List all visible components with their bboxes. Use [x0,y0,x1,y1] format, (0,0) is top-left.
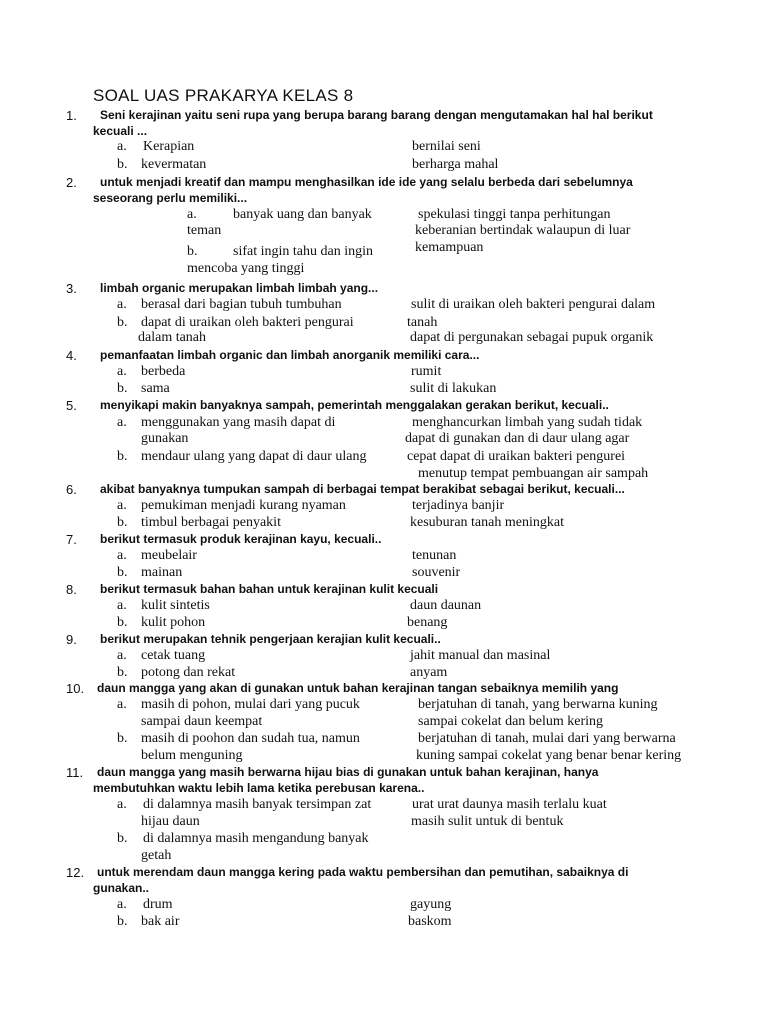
option-text: masih sulit untuk di bentuk [411,814,564,829]
option-text: benang [407,615,448,630]
option-text: dalam tanah [138,330,207,345]
option-letter: b. [117,315,128,330]
option-text: gayung [410,897,452,912]
option-text: Kerapian [143,139,195,154]
option-text: urat urat daunya masih terlalu kuat [412,797,607,812]
question-text: daun mangga yang masih berwarna hijau bias di gunakan untuk bahan kerajinan, hanya [97,765,599,779]
option-text: getah [141,848,172,863]
question-text: daun mangga yang akan di gunakan untuk bahan kerajinan tangan sebaiknya memilih yang [97,681,619,695]
question-text: membutuhkan waktu lebih lama ketika perebusan karena.. [93,781,425,795]
option-letter: a. [117,498,127,513]
option-text: hijau daun [141,814,200,829]
question-number: 3. [66,281,77,296]
option-text: jahit manual dan masinal [410,648,551,663]
option-text: teman [187,223,222,238]
option-letter: a. [117,797,127,812]
option-text: gunakan [141,431,189,446]
option-letter: b. [117,565,128,580]
option-text: berbeda [141,364,186,379]
option-letter: b. [117,157,128,172]
option-text: anyam [410,665,448,680]
question-text: berikut merupakan tehnik pengerjaan kerajian kulit kecuali.. [100,632,441,646]
option-text: keberanian bertindak walaupun di luar [415,223,631,238]
option-text: cepat dapat di uraikan bakteri pengurei [407,449,626,464]
option-text: tanah [407,315,438,330]
option-text: menghancurkan limbah yang sudah tidak [412,415,643,430]
question-number: 12. [66,865,85,880]
option-letter: b. [117,615,128,630]
option-text: masih di poohon dan sudah tua, namun [141,731,360,746]
option-text: banyak uang dan banyak [233,207,372,222]
question-number: 6. [66,482,77,497]
option-letter: b. [117,731,128,746]
option-text: bak air [141,914,180,929]
question-text: limbah organic merupakan limbah limbah yang... [100,281,379,295]
option-letter: a. [117,139,127,154]
question-number: 4. [66,348,77,363]
option-text: baskom [408,914,452,929]
option-text: berasal dari bagian tubuh tumbuhan [141,297,342,312]
question-text: berikut termasuk bahan bahan untuk kerajinan kulit kecuali [100,582,439,596]
question-number: 8. [66,582,77,597]
option-text: potong dan rekat [141,665,236,680]
option-text: kulit pohon [141,615,206,630]
option-text: sulit di lakukan [410,381,497,396]
question-number: 11. [66,765,84,780]
option-text: mendaur ulang yang dapat di daur ulang [141,449,367,464]
question-number: 7. [66,532,77,547]
option-text: menutup tempat pembuangan air sampah [418,466,649,481]
option-text: cetak tuang [141,648,206,663]
question-number: 5. [66,398,77,413]
option-text: sampai cokelat dan belum kering [418,714,604,729]
option-text: kevermatan [141,157,207,172]
option-letter: b. [117,381,128,396]
question-text: untuk merendam daun mangga kering pada waktu pembersihan dan pemutihan, sabaiknya di [97,865,629,879]
option-text: daun daunan [410,598,482,613]
option-text: rumit [411,364,442,379]
option-text: spekulasi tinggi tanpa perhitungan [418,207,611,222]
option-text: meubelair [141,548,197,563]
question-text: gunakan.. [93,881,150,895]
question-text: seseorang perlu memiliki... [93,191,248,205]
option-letter: a. [117,648,127,663]
option-letter: a. [117,415,127,430]
option-text: berjatuhan di tanah, mulai dari yang berwarna [418,731,676,746]
option-text: berharga mahal [412,157,499,172]
option-text: kesuburan tanah meningkat [410,515,564,530]
option-letter: a. [117,697,127,712]
option-text: kuning sampai cokelat yang benar benar kering [416,748,682,763]
option-text: mainan [141,565,183,580]
option-text: masih di pohon, mulai dari yang pucuk [141,697,360,712]
page-title: SOAL UAS PRAKARYA KELAS 8 [93,86,354,105]
option-text: souvenir [412,565,461,580]
option-text: kemampuan [415,240,484,255]
question-number: 9. [66,632,77,647]
option-text: di dalamnya masih banyak tersimpan zat [143,797,372,812]
question-text: untuk menjadi kreatif dan mampu menghasilkan ide ide yang selalu berbeda dari sebelumnya [100,175,633,189]
option-letter: b. [187,244,198,259]
option-letter: b. [117,449,128,464]
option-letter: b. [117,665,128,680]
option-text: pemukiman menjadi kurang nyaman [141,498,346,513]
option-text: dapat di gunakan dan di daur ulang agar [405,431,630,446]
option-text: tenunan [412,548,457,563]
question-text: pemanfaatan limbah organic dan limbah anorganik memiliki cara... [100,348,480,362]
option-text: mencoba yang tinggi [187,261,305,276]
option-text: sampai daun keempat [141,714,263,729]
option-text: sulit di uraikan oleh bakteri pengurai dalam [411,297,656,312]
option-text: sifat ingin tahu dan ingin [233,244,373,259]
option-text: drum [143,897,173,912]
option-letter: a. [117,897,127,912]
option-letter: b. [117,914,128,929]
option-letter: a. [117,598,127,613]
option-text: sama [141,381,170,396]
option-text: dapat di pergunakan sebagai pupuk organik [410,330,654,345]
question-text: akibat banyaknya tumpukan sampah di berbagai tempat berakibat sebagai berikut, kecuali... [100,482,625,496]
question-number: 2. [66,175,77,190]
option-text: belum menguning [141,748,243,763]
option-text: berjatuhan di tanah, yang berwarna kuning [418,697,658,712]
question-text: Seni kerajinan yaitu seni rupa yang berupa barang barang dengan mengutamakan hal hal berikut [100,108,653,122]
option-text: bernilai seni [412,139,481,154]
option-letter: a. [117,548,127,563]
option-text: di dalamnya masih mengandung banyak [143,831,369,846]
question-text: kecuali ... [93,124,148,138]
question-number: 1. [66,108,77,123]
option-text: kulit sintetis [141,598,210,613]
question-text: menyikapi makin banyaknya sampah, pemerintah menggalakan gerakan berikut, kecuali.. [100,398,609,412]
option-letter: a. [187,207,197,222]
option-text: menggunakan yang masih dapat di [141,415,336,430]
option-letter: a. [117,297,127,312]
option-text: dapat di uraikan oleh bakteri pengurai [141,315,354,330]
question-number: 10. [66,681,85,696]
option-letter: b. [117,831,128,846]
option-text: terjadinya banjir [412,498,505,513]
question-text: berikut termasuk produk kerajinan kayu, kecuali.. [100,532,382,546]
option-text: timbul berbagai penyakit [141,515,281,530]
option-letter: a. [117,364,127,379]
option-letter: b. [117,515,128,530]
